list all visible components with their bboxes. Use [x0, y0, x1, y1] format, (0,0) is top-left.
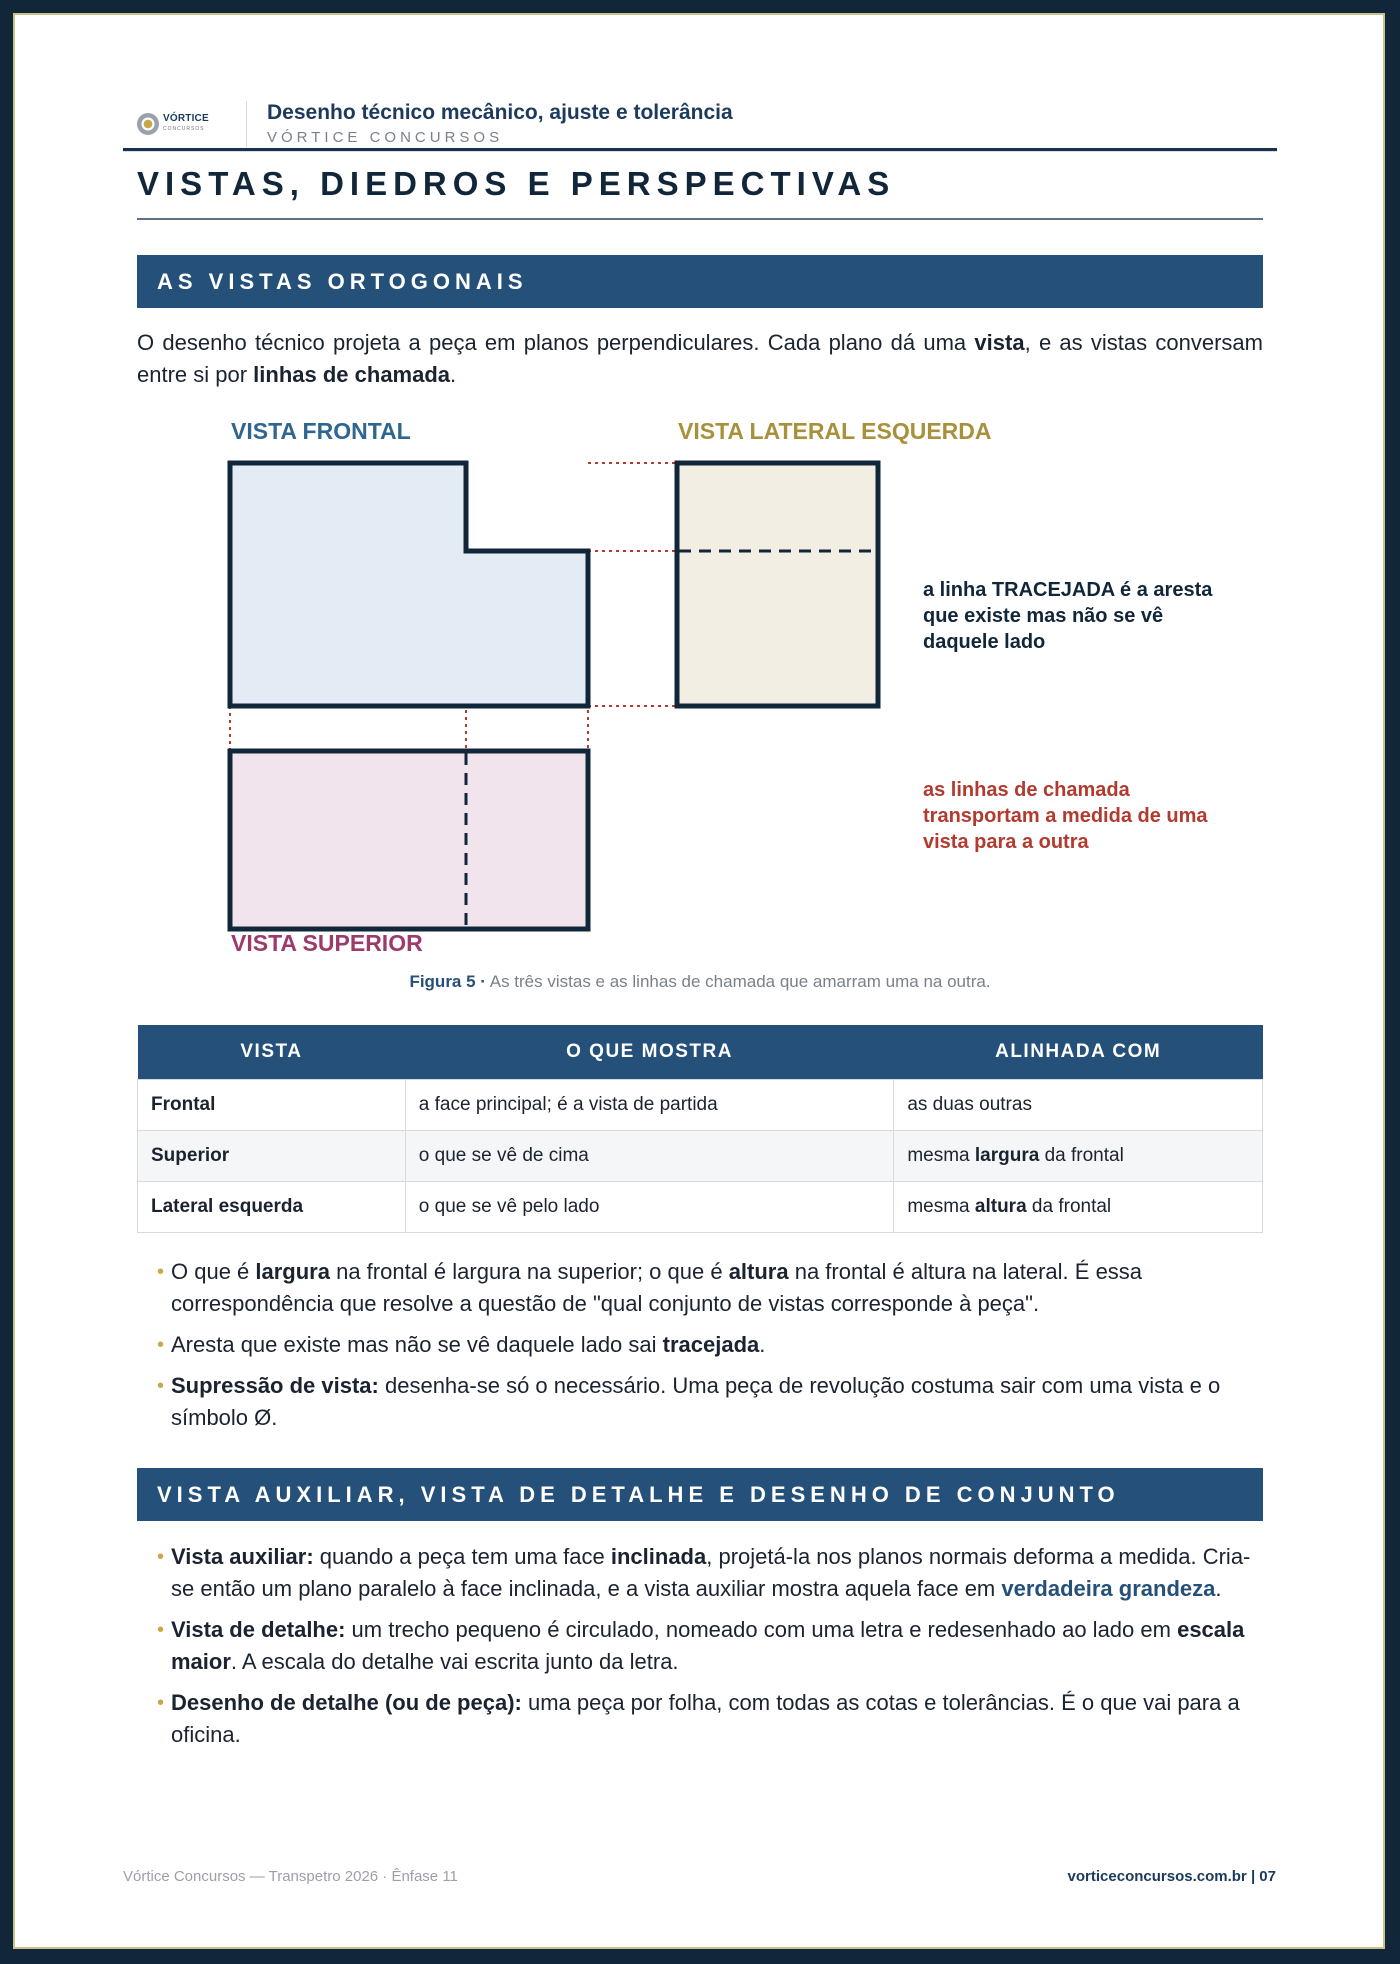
frontal-view-shape — [230, 463, 588, 706]
table-cell-mostra: a face principal; é a vista de partida — [405, 1080, 894, 1131]
para-bold-linhas-de-chamada: linhas de chamada — [253, 362, 451, 387]
list-item — [137, 1541, 1263, 1605]
table-cell-mostra: o que se vê pelo lado — [405, 1182, 894, 1233]
cell-text: as duas outras — [907, 1094, 1032, 1115]
label-vista-superior: VISTA SUPERIOR — [231, 930, 423, 956]
logo — [137, 111, 227, 141]
table-header-row — [138, 1025, 1263, 1080]
item-text: um trecho pequeno é circulado, nomeado com uma letra e redesenhado ao lado em — [345, 1617, 1178, 1642]
note-projection-lines: as linhas de chamada transportam a medida de uma vista para a outra — [923, 779, 1208, 853]
list-item — [137, 1614, 1263, 1678]
item-text: desenha-se só o necessário. Uma peça de revolução costuma sair com uma vista e o símbolo Ø. — [171, 1373, 1221, 1430]
item-highlight: verdadeira grandeza — [1001, 1576, 1216, 1601]
para-text: . — [450, 362, 457, 387]
page-title: VISTAS, DIEDROS E PERSPECTIVAS — [137, 165, 896, 202]
item-text: . — [759, 1332, 766, 1357]
item-text: . — [1215, 1576, 1222, 1601]
item-bold: inclinada — [610, 1544, 707, 1569]
superior-view-shape — [230, 751, 588, 929]
views-table — [137, 1025, 1263, 1233]
item-text: uma peça por folha, com todas as cotas e tolerâncias. É o que vai para a oficina. — [171, 1690, 1240, 1747]
header-divider — [246, 101, 247, 147]
bullet-dot-icon: • — [157, 1546, 165, 1568]
table-cell-alinhada — [894, 1080, 1263, 1131]
item-bold: tracejada — [662, 1332, 760, 1357]
item-text: Aresta que existe mas não se vê daquele lado sai — [171, 1332, 663, 1357]
bullet-list-vistas — [137, 1256, 1263, 1443]
item-text: na frontal é altura na lateral. É essa correspondência que resolve a questão de "qual conjunto de vistas corresponde à peça". — [171, 1259, 1143, 1316]
table-cell-alinhada — [894, 1182, 1263, 1233]
footer-left: Vórtice Concursos — Transpetro 2026 · Ênfase 11 — [123, 1868, 458, 1885]
item-text: na frontal é largura na superior; o que é — [329, 1259, 729, 1284]
section-heading-vistas-ortogonais: AS VISTAS ORTOGONAIS — [137, 255, 1263, 308]
item-text: O que é — [171, 1259, 256, 1284]
document-subtitle: VÓRTICE CONCURSOS — [267, 129, 504, 146]
item-text: quando a peça tem uma face — [313, 1544, 611, 1569]
figure-caption — [137, 972, 1263, 992]
bullet-dot-icon: • — [157, 1619, 165, 1641]
item-bold: escala maior — [171, 1617, 1245, 1674]
item-bold: largura — [255, 1259, 330, 1284]
label-vista-lateral-esquerda: VISTA LATERAL ESQUERDA — [678, 418, 992, 444]
list-item — [137, 1687, 1263, 1751]
bullet-list-auxiliar — [137, 1541, 1263, 1760]
para-text: O desenho técnico projeta a peça em planos perpendiculares. Cada plano dá uma — [137, 330, 975, 355]
cell-bold: largura — [974, 1145, 1040, 1166]
cell-text: mesma — [907, 1196, 975, 1217]
table-cell-alinhada — [894, 1131, 1263, 1182]
bullet-dot-icon: • — [157, 1375, 165, 1397]
item-bold: Vista auxiliar: — [171, 1544, 314, 1569]
intro-paragraph — [137, 327, 1263, 391]
page-header — [125, 101, 1291, 161]
list-item — [137, 1256, 1263, 1320]
views-drawing — [137, 410, 1263, 970]
table-row — [138, 1080, 1263, 1131]
para-text: , e as vistas conversam entre si por — [137, 330, 1263, 387]
vortex-logo-icon — [137, 113, 159, 135]
table-cell-vista: Frontal — [138, 1080, 406, 1131]
cell-text: da frontal — [1039, 1145, 1124, 1166]
item-bold: Desenho de detalhe (ou de peça): — [171, 1690, 522, 1715]
label-vista-frontal: VISTA FRONTAL — [231, 418, 411, 444]
item-bold: Vista de detalhe: — [171, 1617, 346, 1642]
list-item — [137, 1329, 1263, 1361]
header-rule-thin — [123, 151, 1277, 152]
table-cell-mostra: o que se vê de cima — [405, 1131, 894, 1182]
para-bold-vista: vista — [974, 330, 1025, 355]
page-title-rule — [137, 218, 1263, 220]
bullet-dot-icon: • — [157, 1692, 165, 1714]
section-heading-vista-auxiliar: VISTA AUXILIAR, VISTA DE DETALHE E DESENHO DE CONJUNTO — [137, 1468, 1263, 1521]
cell-text: mesma — [907, 1145, 975, 1166]
item-text: , projetá-la nos planos normais deforma a medida. Cria-se então um plano paralelo à face inclinada, e a vista auxiliar mostra aquela face em — [171, 1544, 1251, 1601]
lateral-view-shape — [677, 463, 878, 706]
table-cell-vista: Superior — [138, 1131, 406, 1182]
table-row — [138, 1131, 1263, 1182]
logo-subtext: CONCURSOS — [163, 126, 205, 132]
caption-text: As três vistas e as linhas de chamada que amarram uma na outra. — [485, 972, 991, 991]
table-row — [138, 1182, 1263, 1233]
table-header: VISTA — [138, 1025, 406, 1080]
logo-text: VÓRTICE — [163, 113, 209, 124]
bullet-dot-icon: • — [157, 1334, 165, 1356]
caption-label: Figura 5 · — [409, 972, 486, 991]
bullet-dot-icon: • — [157, 1261, 165, 1283]
list-item — [137, 1370, 1263, 1434]
item-bold: Supressão de vista: — [171, 1373, 379, 1398]
note-dashed-line: a linha TRACEJADA é a aresta que existe mas não se vê daquele lado — [923, 579, 1213, 653]
table-header: O QUE MOSTRA — [405, 1025, 894, 1080]
cell-bold: altura — [974, 1196, 1027, 1217]
document-title: Desenho técnico mecânico, ajuste e tolerância — [267, 101, 733, 124]
table-cell-vista: Lateral esquerda — [138, 1182, 406, 1233]
item-bold: altura — [728, 1259, 789, 1284]
table-header: ALINHADA COM — [894, 1025, 1263, 1080]
item-text: . A escala do detalhe vai escrita junto da letra. — [230, 1649, 679, 1674]
figure-orthographic-views — [137, 410, 1263, 970]
footer-right: vorticeconcursos.com.br | 07 — [1067, 1868, 1276, 1885]
cell-text: da frontal — [1026, 1196, 1112, 1217]
